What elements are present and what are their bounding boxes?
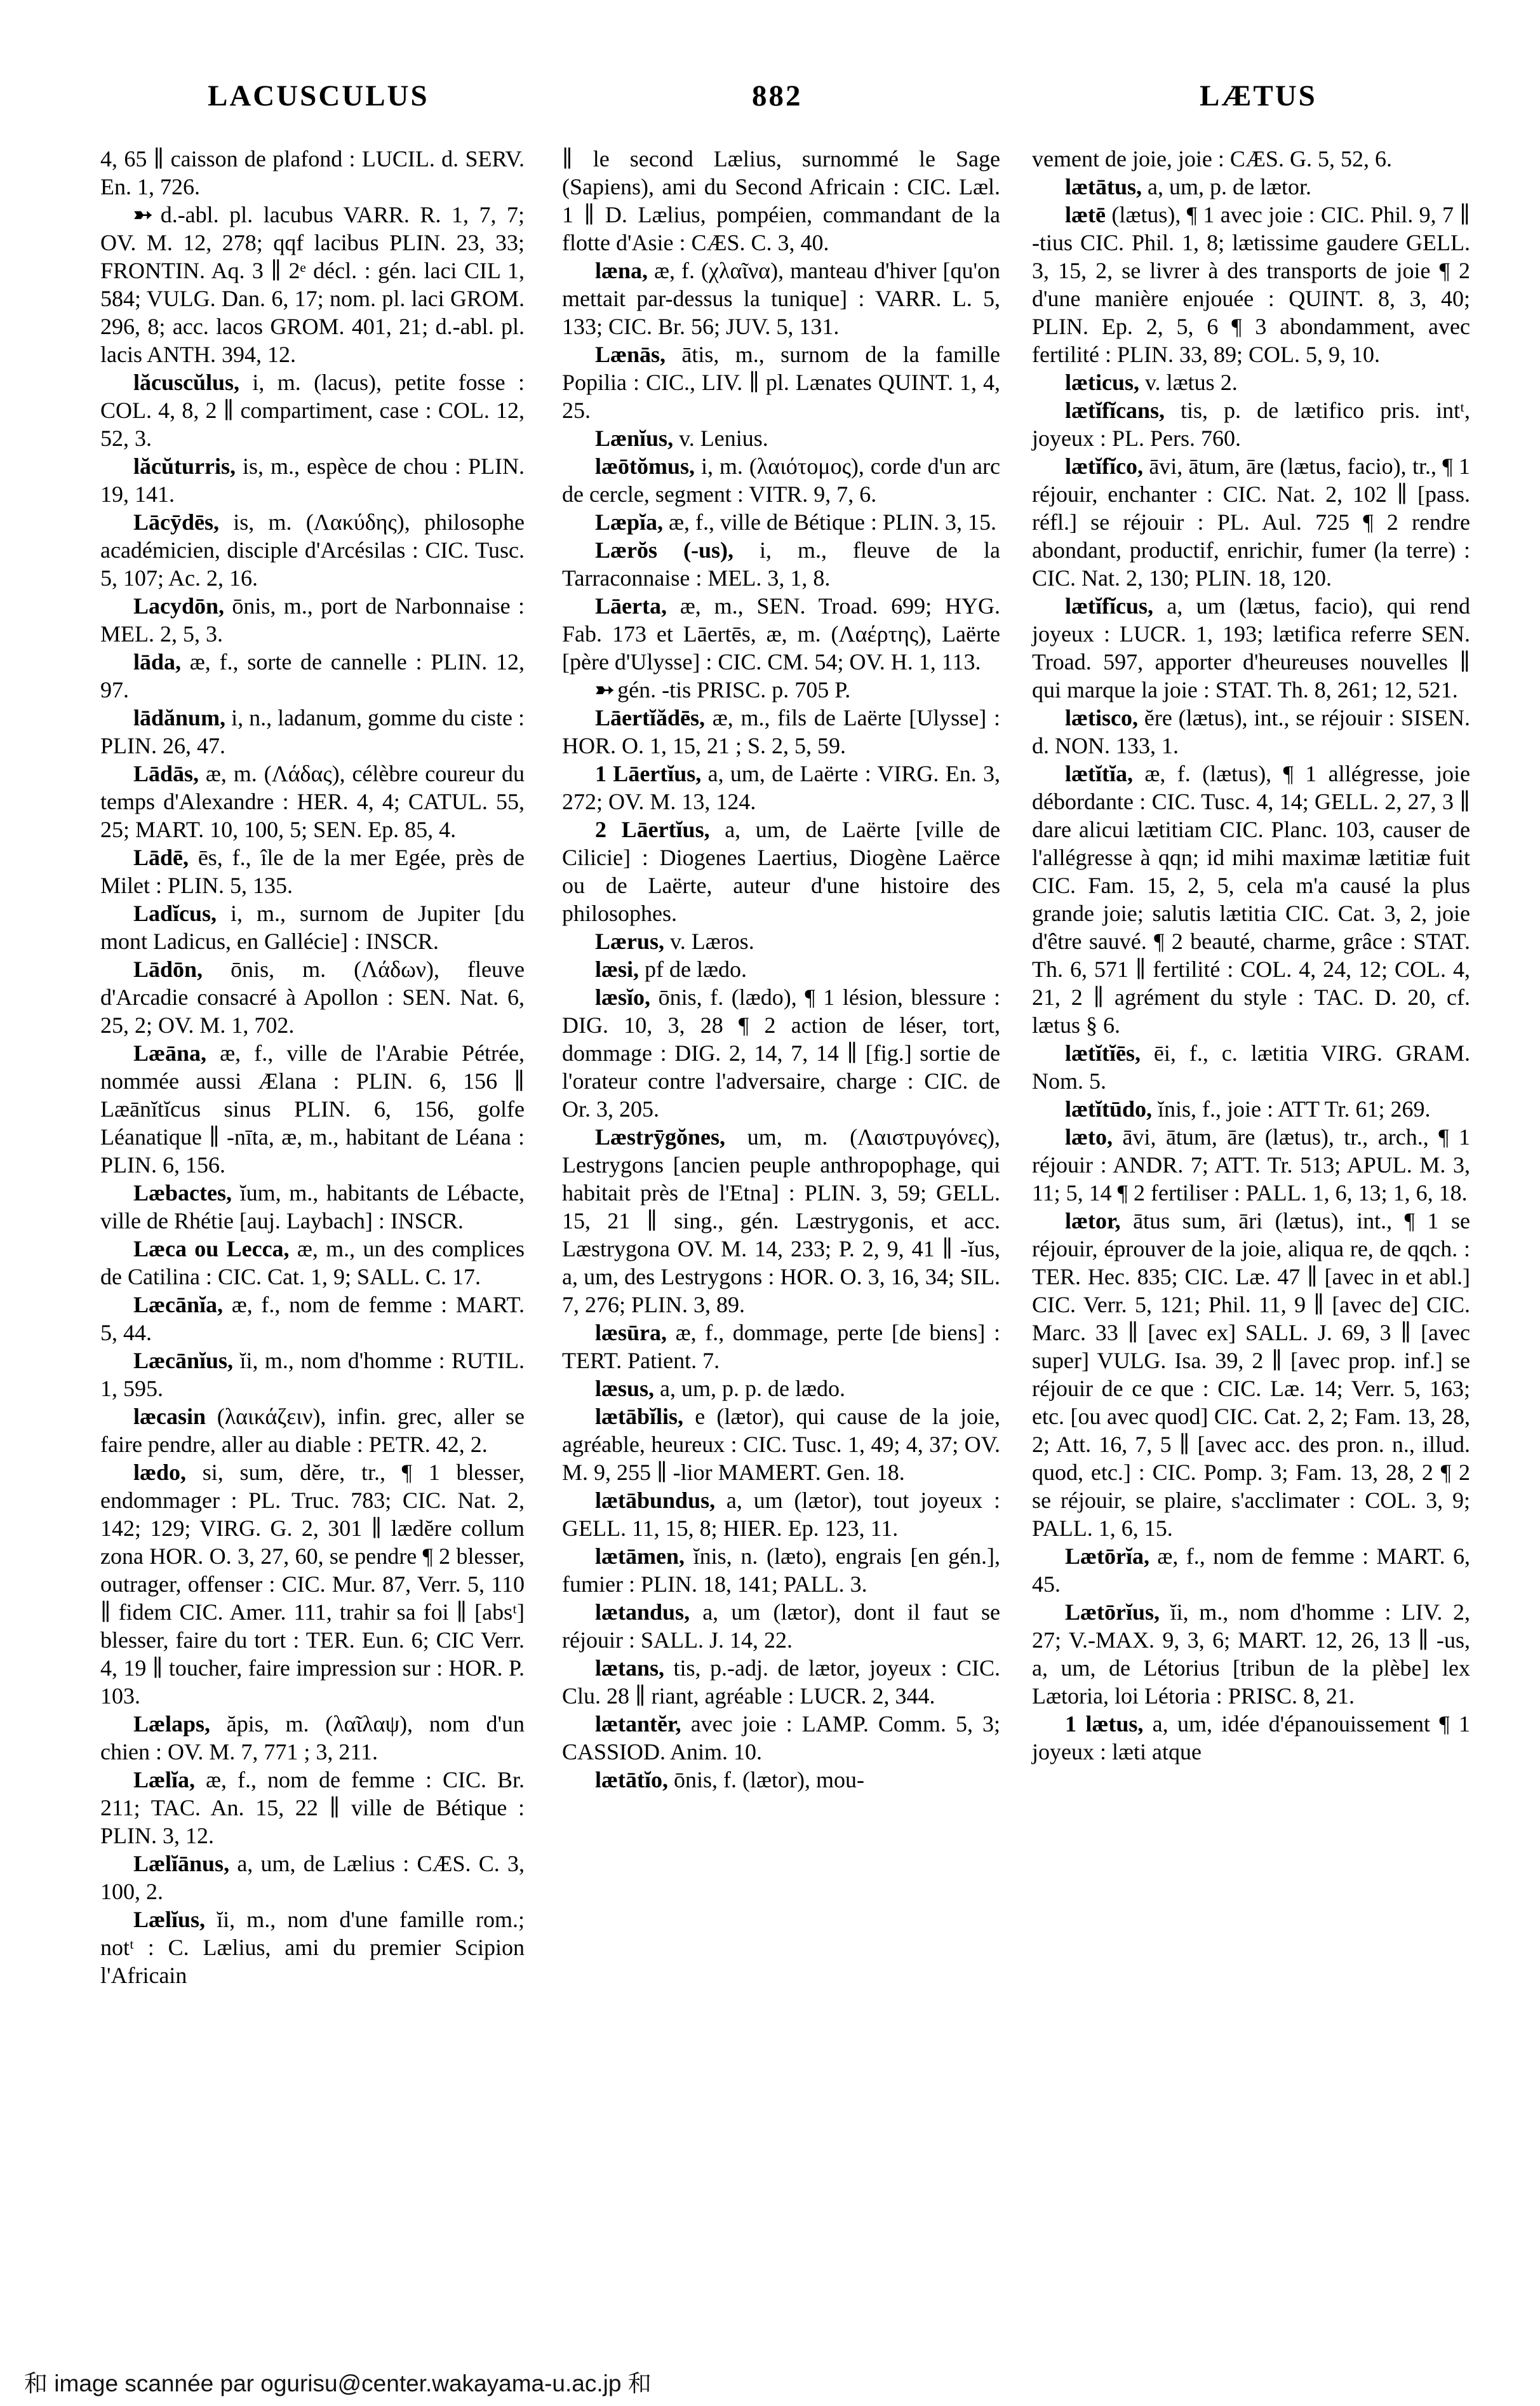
dictionary-entry: Ladĭcus, i, m., surnom de Jupiter [du mont Ladicus, en Gallécie] : INSCR. — [100, 901, 525, 954]
dictionary-entry: lætātus, a, um, p. de lætor. — [1065, 174, 1311, 199]
headword: lætē — [1065, 202, 1106, 227]
dictionary-entry: lætābundus, a, um (lætor), tout joyeux : GELL. 11, 15, 8; HIER. Ep. 123, 11. — [562, 1488, 1000, 1541]
headword: Læca ou Lecca, — [133, 1236, 290, 1261]
headword: Lætōrĭus, — [1065, 1599, 1160, 1625]
dictionary-remark: ➳ gén. -tis PRISC. p. 705 P. — [595, 677, 851, 702]
dictionary-entry: Lætōrĭa, æ, f., nom de femme : MART. 6, 45. — [1032, 1543, 1470, 1597]
headword: Læcānĭus, — [133, 1348, 234, 1373]
dictionary-entry: Lācȳdēs, is, m. (Λακύδης), philosophe académicien, disciple d'Arcésilas : CIC. Tusc. 5, 107; Ac. 2, 16. — [100, 509, 525, 591]
dictionary-entry: lætĭtĭa, æ, f. (lætus), ¶ 1 allégresse, joie débordante : CIC. Tusc. 4, 14; GELL. 2, 27, 3 ∥ dare alicui lætitiam CIC. Planc. 103, causer de l'allégresse à qqn; id mihi maximæ lætitiæ fuit CIC. Fam. 15, 2, 5, cela m'a causé la plus grande joie; salutis lætitia CIC. Cat. 3, 2, joie d'être sauvé. ¶ 2 beauté, charme, grâce : STAT. Th. 6, 571 ∥ fertilité : COL. 4, 24, 12; COL. 4, 21, 2 ∥ agrément du style : TAC. D. 20, cf. lætus § 6. — [1032, 761, 1470, 1038]
dictionary-entry: Lærŏs (-us), i, m., fleuve de la Tarraconnaise : MEL. 3, 1, 8. — [562, 537, 1000, 591]
dictionary-entry: læto, āvi, ātum, āre (lætus), tr., arch., ¶ 1 réjouir : ANDR. 7; ATT. Tr. 513; APUL. M. 3, 11; 5, 14 ¶ 2 fertiliser : PALL. 1, 6, 13; 1, 6, 18. — [1032, 1124, 1470, 1206]
headword: 1 Lāertĭus, — [595, 761, 702, 786]
dictionary-entry: Lænās, ātis, m., surnom de la famille Popilia : CIC., LIV. ∥ pl. Lænates QUINT. 1, 4, 25. — [562, 342, 1000, 423]
dictionary-entry: lædo, si, sum, dĕre, tr., ¶ 1 blesser, endommager : PL. Truc. 783; CIC. Nat. 2, 142; 129; VIRG. G. 2, 301 ∥ lædĕre collum zona HOR. O. 3, 27, 60, se pendre ¶ 2 blesser, outrager, offenser : CIC. Mur. 87, Verr. 5, 110 ∥ fidem CIC. Amer. 111, trahir sa foi ∥ [absᵗ] blesser, faire du tort : TER. Eun. 6; CIC Verr. 4, 19 ∥ toucher, faire impression sur : HOR. P. 103. — [100, 1460, 525, 1709]
headword: lādănum, — [133, 705, 226, 730]
headword: lăcuscŭlus, — [133, 370, 240, 395]
dictionary-entry: Lāertĭădēs, æ, m., fils de Laërte [Ulysse] : HOR. O. 1, 15, 21 ; S. 2, 5, 59. — [562, 705, 1000, 758]
dictionary-entry: lætĭtūdo, ĭnis, f., joie : ATT Tr. 61; 269. — [1065, 1096, 1431, 1122]
headword: Læbactes, — [133, 1180, 232, 1206]
headword: Lænĭus, — [595, 426, 674, 451]
dictionary-entry: Lælĭus, ĭi, m., nom d'une famille rom.; notᵗ : C. Lælius, ami du premier Scipion l'Africain — [100, 1907, 525, 1988]
text-column-3 — [1032, 145, 1470, 1766]
headword: Læstrȳgŏnes, — [595, 1124, 725, 1150]
dictionary-entry: Lælĭānus, a, um, de Lælius : CÆS. C. 3, 100, 2. — [100, 1851, 525, 1904]
dictionary-entry: 1 Lāertĭus, a, um, de Laërte : VIRG. En. 3, 272; OV. M. 13, 124. — [562, 761, 1000, 814]
dictionary-entry: Læāna, æ, f., ville de l'Arabie Pétrée, nommée aussi Ælana : PLIN. 6, 156 ∥ Læānĭtĭcus sinus PLIN. 6, 156, golfe Léanatique ∥ -nīta, æ, m., habitant de Léana : PLIN. 6, 156. — [100, 1040, 525, 1178]
headword: læcasin — [133, 1404, 206, 1429]
headword: Lælĭa, — [133, 1767, 196, 1792]
headword: lăcŭturris, — [133, 454, 236, 479]
headword: Lādōn, — [133, 957, 203, 982]
dictionary-entry: lætĭfĭcans, tis, p. de lætifico pris. intᵗ, joyeux : PL. Pers. 760. — [1032, 398, 1470, 451]
headword: Lælaps, — [133, 1711, 211, 1737]
headword: Ladĭcus, — [133, 901, 217, 926]
headword: Lādē, — [133, 845, 189, 870]
dictionary-entry: Lætōrĭus, ĭi, m., nom d'homme : LIV. 2, 27; V.-MAX. 9, 3, 6; MART. 12, 26, 13 ∥ -us, a, um, de Létorius [tribun de la plèbe] lex Lætoria, loi Létoria : PRISC. 8, 21. — [1032, 1599, 1470, 1709]
headword: læsus, — [595, 1376, 655, 1401]
headword: læto, — [1065, 1124, 1113, 1150]
dictionary-entry: Læca ou Lecca, æ, m., un des complices de Catilina : CIC. Cat. 1, 9; SALL. C. 17. — [100, 1236, 525, 1289]
running-head-left: LACUSCULUS — [208, 79, 429, 112]
headword: lætĭtĭēs, — [1065, 1040, 1141, 1066]
entry-continuation: ∥ le second Lælius, surnommé le Sage (Sapiens), ami du Second Africain : CIC. Læl. 1 ∥ D. Lælius, pompéien, commandant de la flotte d'Asie : CÆS. C. 3, 40. — [562, 146, 1000, 255]
headword: Lāerta, — [595, 593, 667, 619]
dictionary-entry: lætābĭlis, e (lætor), qui cause de la joie, agréable, heureux : CIC. Tusc. 1, 49; 4, 37; OV. M. 9, 255 ∥ -lior MAMERT. Gen. 18. — [562, 1404, 1000, 1485]
dictionary-entry: lætāmen, ĭnis, n. (læto), engrais [en gén.], fumier : PLIN. 18, 141; PALL. 3. — [562, 1543, 1000, 1597]
headword: Lærŏs (-us), — [595, 537, 734, 563]
entry-continuation: 4, 65 ∥ caisson de plafond : LUCIL. d. SERV. En. 1, 726. — [100, 146, 525, 199]
headword: lætābundus, — [595, 1488, 716, 1513]
headword: Lacydōn, — [133, 593, 225, 619]
dictionary-entry: lādănum, i, n., ladanum, gomme du ciste : PLIN. 26, 47. — [100, 705, 525, 758]
headword: lætāmen, — [595, 1543, 685, 1569]
dictionary-entry: Lacydōn, ōnis, m., port de Narbonnaise : MEL. 2, 5, 3. — [100, 593, 525, 647]
headword: lætantĕr, — [595, 1711, 681, 1737]
headword: læticus, — [1065, 370, 1139, 395]
headword: Læcānĭa, — [133, 1292, 224, 1317]
dictionary-entry: Lælaps, ăpis, m. (λαῖλαψ), nom d'un chien : OV. M. 7, 771 ; 3, 211. — [100, 1711, 525, 1764]
remark-arrow-icon: ➳ — [595, 677, 618, 702]
headword: Lælĭānus, — [133, 1851, 230, 1876]
headword: læsi, — [595, 957, 639, 982]
dictionary-entry: Lādē, ēs, f., île de la mer Egée, près de Milet : PLIN. 5, 135. — [100, 845, 525, 898]
dictionary-entry: lætor, ātus sum, āri (lætus), int., ¶ 1 se réjouir, éprouver de la joie, aliqua re, de qqch. : TER. Hec. 835; CIC. Læ. 47 ∥ [avec in et abl.] CIC. Verr. 5, 121; Phil. 11, 9 ∥ [avec de] CIC. Marc. 33 ∥ [avec ex] SALL. J. 69, 3 ∥ [avec super] VULG. Isa. 39, 2 ∥ [avec prop. inf.] se réjouir de ce que : CIC. Læ. 14; Verr. 5, 163; etc. [ou avec quod] CIC. Cat. 2, 2; Fam. 13, 28, 2; Att. 16, 7, 5 ∥ [avec acc. des pron. n., illud. quod, etc.] : CIC. Pomp. 3; Fam. 13, 28, 2 ¶ 2 se réjouir, se plaire, s'acclimater : COL. 3, 9; PALL. 1, 6, 15. — [1032, 1208, 1470, 1541]
scan-credit: 和 image scannée par ogurisu@center.wakayama-u.ac.jp 和 — [24, 2370, 652, 2396]
dictionary-entry: Læcānĭus, ĭi, m., nom d'homme : RUTIL. 1, 595. — [100, 1348, 525, 1401]
headword: lætĭfĭco, — [1065, 454, 1143, 479]
dictionary-entry: lætantĕr, avec joie : LAMP. Comm. 5, 3; CASSIOD. Anim. 10. — [562, 1711, 1000, 1764]
headword: læsūra, — [595, 1320, 667, 1345]
dictionary-entry: lætisco, ĕre (lætus), int., se réjouir : SISEN. d. NON. 133, 1. — [1032, 705, 1470, 758]
headword: lætātus, — [1065, 174, 1142, 199]
page-number: 882 — [752, 79, 803, 112]
remark-arrow-icon: ➳ — [133, 202, 161, 227]
headword: læōtŏmus, — [595, 454, 695, 479]
headword: 2 Lāertĭus, — [595, 817, 710, 842]
headword: lætĭfĭcans, — [1065, 398, 1165, 423]
headword: lætĭtūdo, — [1065, 1096, 1153, 1122]
headword: læsĭo, — [595, 985, 651, 1010]
dictionary-entry: Læbactes, ĭum, m., habitants de Lébacte, ville de Rhétie [auj. Laybach] : INSCR. — [100, 1180, 525, 1233]
dictionary-entry: læsi, pf de lædo. — [595, 957, 747, 982]
text-column-2 — [562, 145, 1000, 1794]
dictionary-entry: lāda, æ, f., sorte de cannelle : PLIN. 12, 97. — [100, 649, 525, 702]
headword: 1 lætus, — [1065, 1711, 1144, 1737]
dictionary-entry: læsus, a, um, p. p. de lædo. — [595, 1376, 846, 1401]
dictionary-remark: ➳ d.-abl. pl. lacubus VARR. R. 1, 7, 7; OV. M. 12, 278; qqf lacibus PLIN. 23, 33; FRONTIN. Aq. 3 ∥ 2ᵉ décl. : gén. laci CIL 1, 584; VULG. Dan. 6, 17; nom. pl. laci GROM. 296, 8; acc. lacos GROM. 401, 21; d.-abl. pl. lacis ANTH. 394, 12. — [100, 202, 525, 367]
headword: Læpĭa, — [595, 509, 664, 535]
dictionary-entry: læsūra, æ, f., dommage, perte [de biens] : TERT. Patient. 7. — [562, 1320, 1000, 1373]
headword: lætans, — [595, 1655, 665, 1681]
dictionary-entry: læcasin (λαικάζειν), infin. grec, aller se faire pendre, aller au diable : PETR. 42, 2. — [100, 1404, 525, 1457]
dictionary-entry: 1 lætus, a, um, idée d'épanouissement ¶ 1 joyeux : læti atque — [1032, 1711, 1470, 1764]
dictionary-entry: Lænĭus, v. Lenius. — [595, 426, 768, 451]
headword: lāda, — [133, 649, 182, 675]
dictionary-entry: Lādās, æ, m. (Λάδας), célèbre coureur du temps d'Alexandre : HER. 4, 4; CATUL. 55, 25; MART. 10, 100, 5; SEN. Ep. 85, 4. — [100, 761, 525, 842]
dictionary-entry: lætans, tis, p.-adj. de lætor, joyeux : CIC. Clu. 28 ∥ riant, agréable : LUCR. 2, 344. — [562, 1655, 1000, 1709]
dictionary-entry: lætĭtĭēs, ēi, f., c. lætitia VIRG. GRAM. Nom. 5. — [1032, 1040, 1470, 1094]
headword: Lāertĭădēs, — [595, 705, 705, 730]
entry-continuation: vement de joie, joie : CÆS. G. 5, 52, 6. — [1032, 146, 1392, 171]
dictionary-entry: Lāerta, æ, m., SEN. Troad. 699; HYG. Fab. 173 et Lāertēs, æ, m. (Λαέρτης), Laërte [père d'Ulysse] : CIC. CM. 54; OV. H. 1, 113. — [562, 593, 1000, 675]
headword: Lādās, — [133, 761, 199, 786]
dictionary-entry: lætĭfĭcus, a, um (lætus, facio), qui rend joyeux : LUCR. 1, 193; lætifica referre SEN. Troad. 597, apporter d'heureuses nouvelles ∥ qui marque la joie : STAT. Th. 8, 261; 12, 521. — [1032, 593, 1470, 702]
dictionary-entry: lætandus, a, um (lætor), dont il faut se réjouir : SALL. J. 14, 22. — [562, 1599, 1000, 1653]
dictionary-entry: læticus, v. lætus 2. — [1065, 370, 1238, 395]
headword: læna, — [595, 258, 648, 283]
dictionary-entry: Læpĭa, æ, f., ville de Bétique : PLIN. 3, 15. — [595, 509, 996, 535]
headword: lætĭfĭcus, — [1065, 593, 1153, 619]
dictionary-entry: læna, æ, f. (χλαῖνα), manteau d'hiver [qu'on mettait par-dessus la tunique] : VARR. L. 5, 133; CIC. Br. 56; JUV. 5, 131. — [562, 258, 1000, 339]
dictionary-entry: lætē (lætus), ¶ 1 avec joie : CIC. Phil. 9, 7 ∥ -tius CIC. Phil. 1, 8; lætissime gaudere GELL. 3, 15, 2, se livrer à des transports de joie ¶ 2 d'une manière enjouée : QUINT. 8, 3, 40; PLIN. Ep. 2, 5, 6 ¶ 3 abondamment, avec fertilité : PLIN. 33, 89; COL. 5, 9, 10. — [1032, 202, 1470, 367]
headword: lætisco, — [1065, 705, 1138, 730]
dictionary-entry: 2 Lāertĭus, a, um, de Laërte [ville de Cilicie] : Diogenes Laertius, Diogène Laërce ou de Laërte, auteur d'une histoire des philosophes. — [562, 817, 1000, 926]
dictionary-entry: Læstrȳgŏnes, um, m. (Λαιστρυγόνες), Lestrygons [ancien peuple anthropophage, qui habitait près de l'Etna] : PLIN. 3, 59; GELL. 15, 21 ∥ sing., gén. Læstrygonis, et acc. Læstrygona OV. M. 14, 233; P. 2, 9, 41 ∥ -ĭus, a, um, des Lestrygons : HOR. O. 3, 16, 34; SIL. 7, 276; PLIN. 3, 89. — [562, 1124, 1000, 1317]
dictionary-entry: Lādōn, ōnis, m. (Λάδων), fleuve d'Arcadie consacré à Apollon : SEN. Nat. 6, 25, 2; OV. M. 1, 702. — [100, 957, 525, 1038]
dictionary-entry: Lælĭa, æ, f., nom de femme : CIC. Br. 211; TAC. An. 15, 22 ∥ ville de Bétique : PLIN. 3, 12. — [100, 1767, 525, 1848]
headword: lætandus, — [595, 1599, 690, 1625]
headword: Lætōrĭa, — [1065, 1543, 1149, 1569]
dictionary-entry: Lærus, v. Læros. — [595, 929, 754, 954]
headword: Lænās, — [595, 342, 666, 367]
headword: Lācȳdēs, — [133, 509, 219, 535]
text-column-1 — [100, 145, 525, 1989]
headword: lætĭtĭa, — [1065, 761, 1133, 786]
headword: lætātĭo, — [595, 1767, 668, 1792]
dictionary-entry: lăcŭturris, is, m., espèce de chou : PLIN. 19, 141. — [100, 454, 525, 507]
dictionary-entry: Læcānĭa, æ, f., nom de femme : MART. 5, 44. — [100, 1292, 525, 1345]
dictionary-entry: læōtŏmus, i, m. (λαιότομος), corde d'un arc de cercle, segment : VITR. 9, 7, 6. — [562, 454, 1000, 507]
running-head-right: LÆTUS — [1200, 79, 1317, 112]
headword: lædo, — [133, 1460, 187, 1485]
headword: Lærus, — [595, 929, 665, 954]
headword: lætābĭlis, — [595, 1404, 684, 1429]
dictionary-entry: lætātĭo, ōnis, f. (lætor), mou- — [595, 1767, 864, 1792]
headword: Læāna, — [133, 1040, 207, 1066]
headword: lætor, — [1065, 1208, 1121, 1233]
dictionary-entry: lætĭfĭco, āvi, ātum, āre (lætus, facio), tr., ¶ 1 réjouir, enchanter : CIC. Nat. 2, 102 ∥ [pass. réfl.] se réjouir : PL. Aul. 725 ¶ 2 rendre abondant, productif, enrichir, fumer (la terre) : CIC. Nat. 2, 130; PLIN. 18, 120. — [1032, 454, 1470, 591]
dictionary-entry: lăcuscŭlus, i, m. (lacus), petite fosse : COL. 4, 8, 2 ∥ compartiment, case : COL. 12, 52, 3. — [100, 370, 525, 451]
dictionary-entry: læsĭo, ōnis, f. (lædo), ¶ 1 lésion, blessure : DIG. 10, 3, 28 ¶ 2 action de léser, tort, dommage : DIG. 2, 14, 7, 14 ∥ [fig.] sortie de l'orateur contre l'adversaire, charge : CIC. de Or. 3, 205. — [562, 985, 1000, 1122]
headword: Lælĭus, — [133, 1907, 206, 1932]
